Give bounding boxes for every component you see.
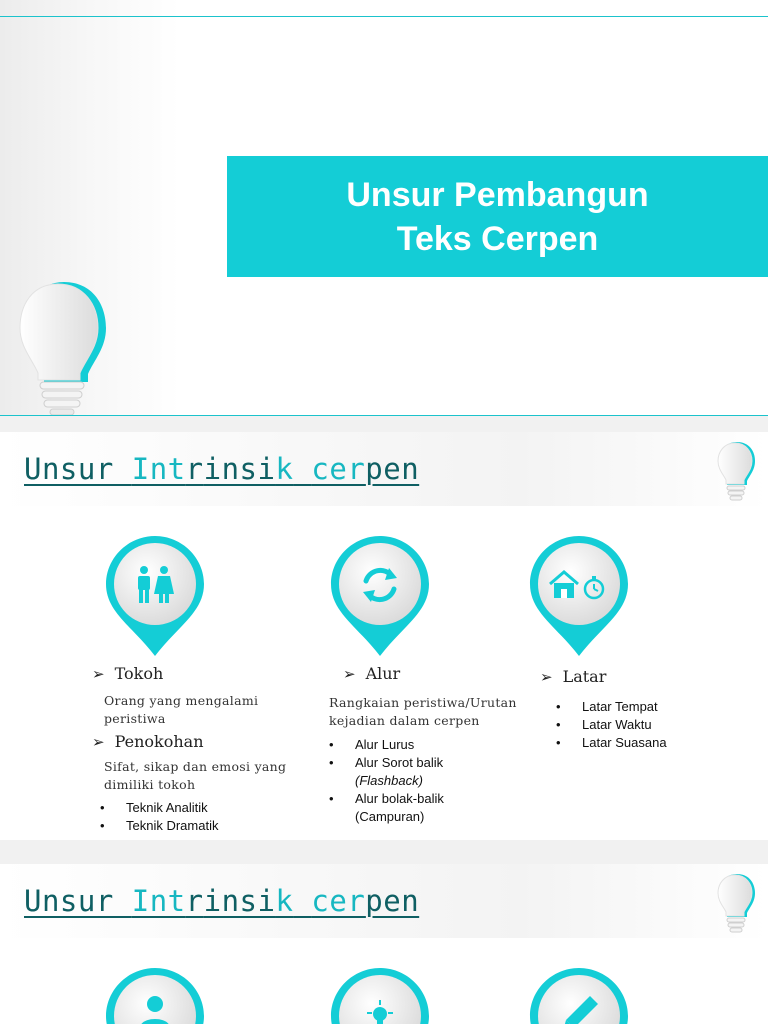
tokoh-description: Orang yang mengalami peristiwa	[104, 693, 259, 726]
arrow-bullet-icon: ➢	[92, 732, 105, 751]
penokohan-description: Sifat, sikap dan emosi yang dimiliki tokoh	[104, 759, 287, 792]
section-title: Unsur Intrinsik_cerpen	[24, 884, 420, 918]
pin-marker-alur	[329, 534, 431, 658]
pin-marker-tokoh	[104, 534, 206, 658]
list-item: • Latar Suasana	[556, 734, 740, 752]
list-item: • Latar Tempat	[556, 698, 740, 716]
list-item: • Latar Waktu	[556, 716, 740, 734]
lightbulb-icon	[716, 872, 756, 936]
alur-list	[329, 736, 533, 826]
pin-marker-idea	[329, 966, 431, 1024]
intrinsik-slide	[0, 432, 768, 840]
list-item: • Alur Lurus	[329, 736, 533, 754]
lightbulb-icon	[14, 278, 110, 416]
alur-heading: ➢ Alur	[343, 664, 401, 683]
title-line-1: Unsur Pembangun	[346, 175, 649, 214]
tokoh-heading: ➢ Tokoh	[92, 664, 164, 683]
latar-heading: ➢ Latar	[540, 667, 607, 686]
arrow-bullet-icon: ➢	[92, 664, 105, 683]
alur-description: Rangkaian peristiwa/Urutan kejadian dalam cerpen	[329, 695, 517, 728]
penokohan-heading: ➢ Penokohan	[92, 732, 204, 751]
list-item: • Teknik Dramatik	[100, 817, 302, 835]
list-item: • Alur Sorot balik (Flashback)	[329, 754, 533, 790]
penokohan-list	[100, 799, 302, 835]
tokoh-column	[92, 664, 302, 835]
arrow-bullet-icon: ➢	[540, 667, 553, 686]
list-item: • Alur bolak-balik (Campuran)	[329, 790, 533, 826]
pin-marker-person	[104, 966, 206, 1024]
list-item: • Teknik Analitik	[100, 799, 302, 817]
section-title: Unsur Intrinsik_cerpen	[24, 452, 420, 486]
lightbulb-icon	[716, 440, 756, 504]
alur-column	[329, 664, 533, 826]
title-slide	[0, 0, 768, 416]
slide-separator	[0, 416, 768, 432]
intrinsik-slide-2	[0, 864, 768, 1024]
top-rule	[0, 16, 768, 17]
arrow-bullet-icon: ➢	[343, 664, 356, 683]
pin-marker-pencil	[528, 966, 630, 1024]
title-line-2: Teks Cerpen	[396, 219, 599, 258]
title-banner	[227, 156, 768, 277]
latar-column	[540, 667, 740, 752]
latar-list	[556, 698, 740, 752]
pin-marker-latar	[528, 534, 630, 658]
slide-separator	[0, 840, 768, 864]
